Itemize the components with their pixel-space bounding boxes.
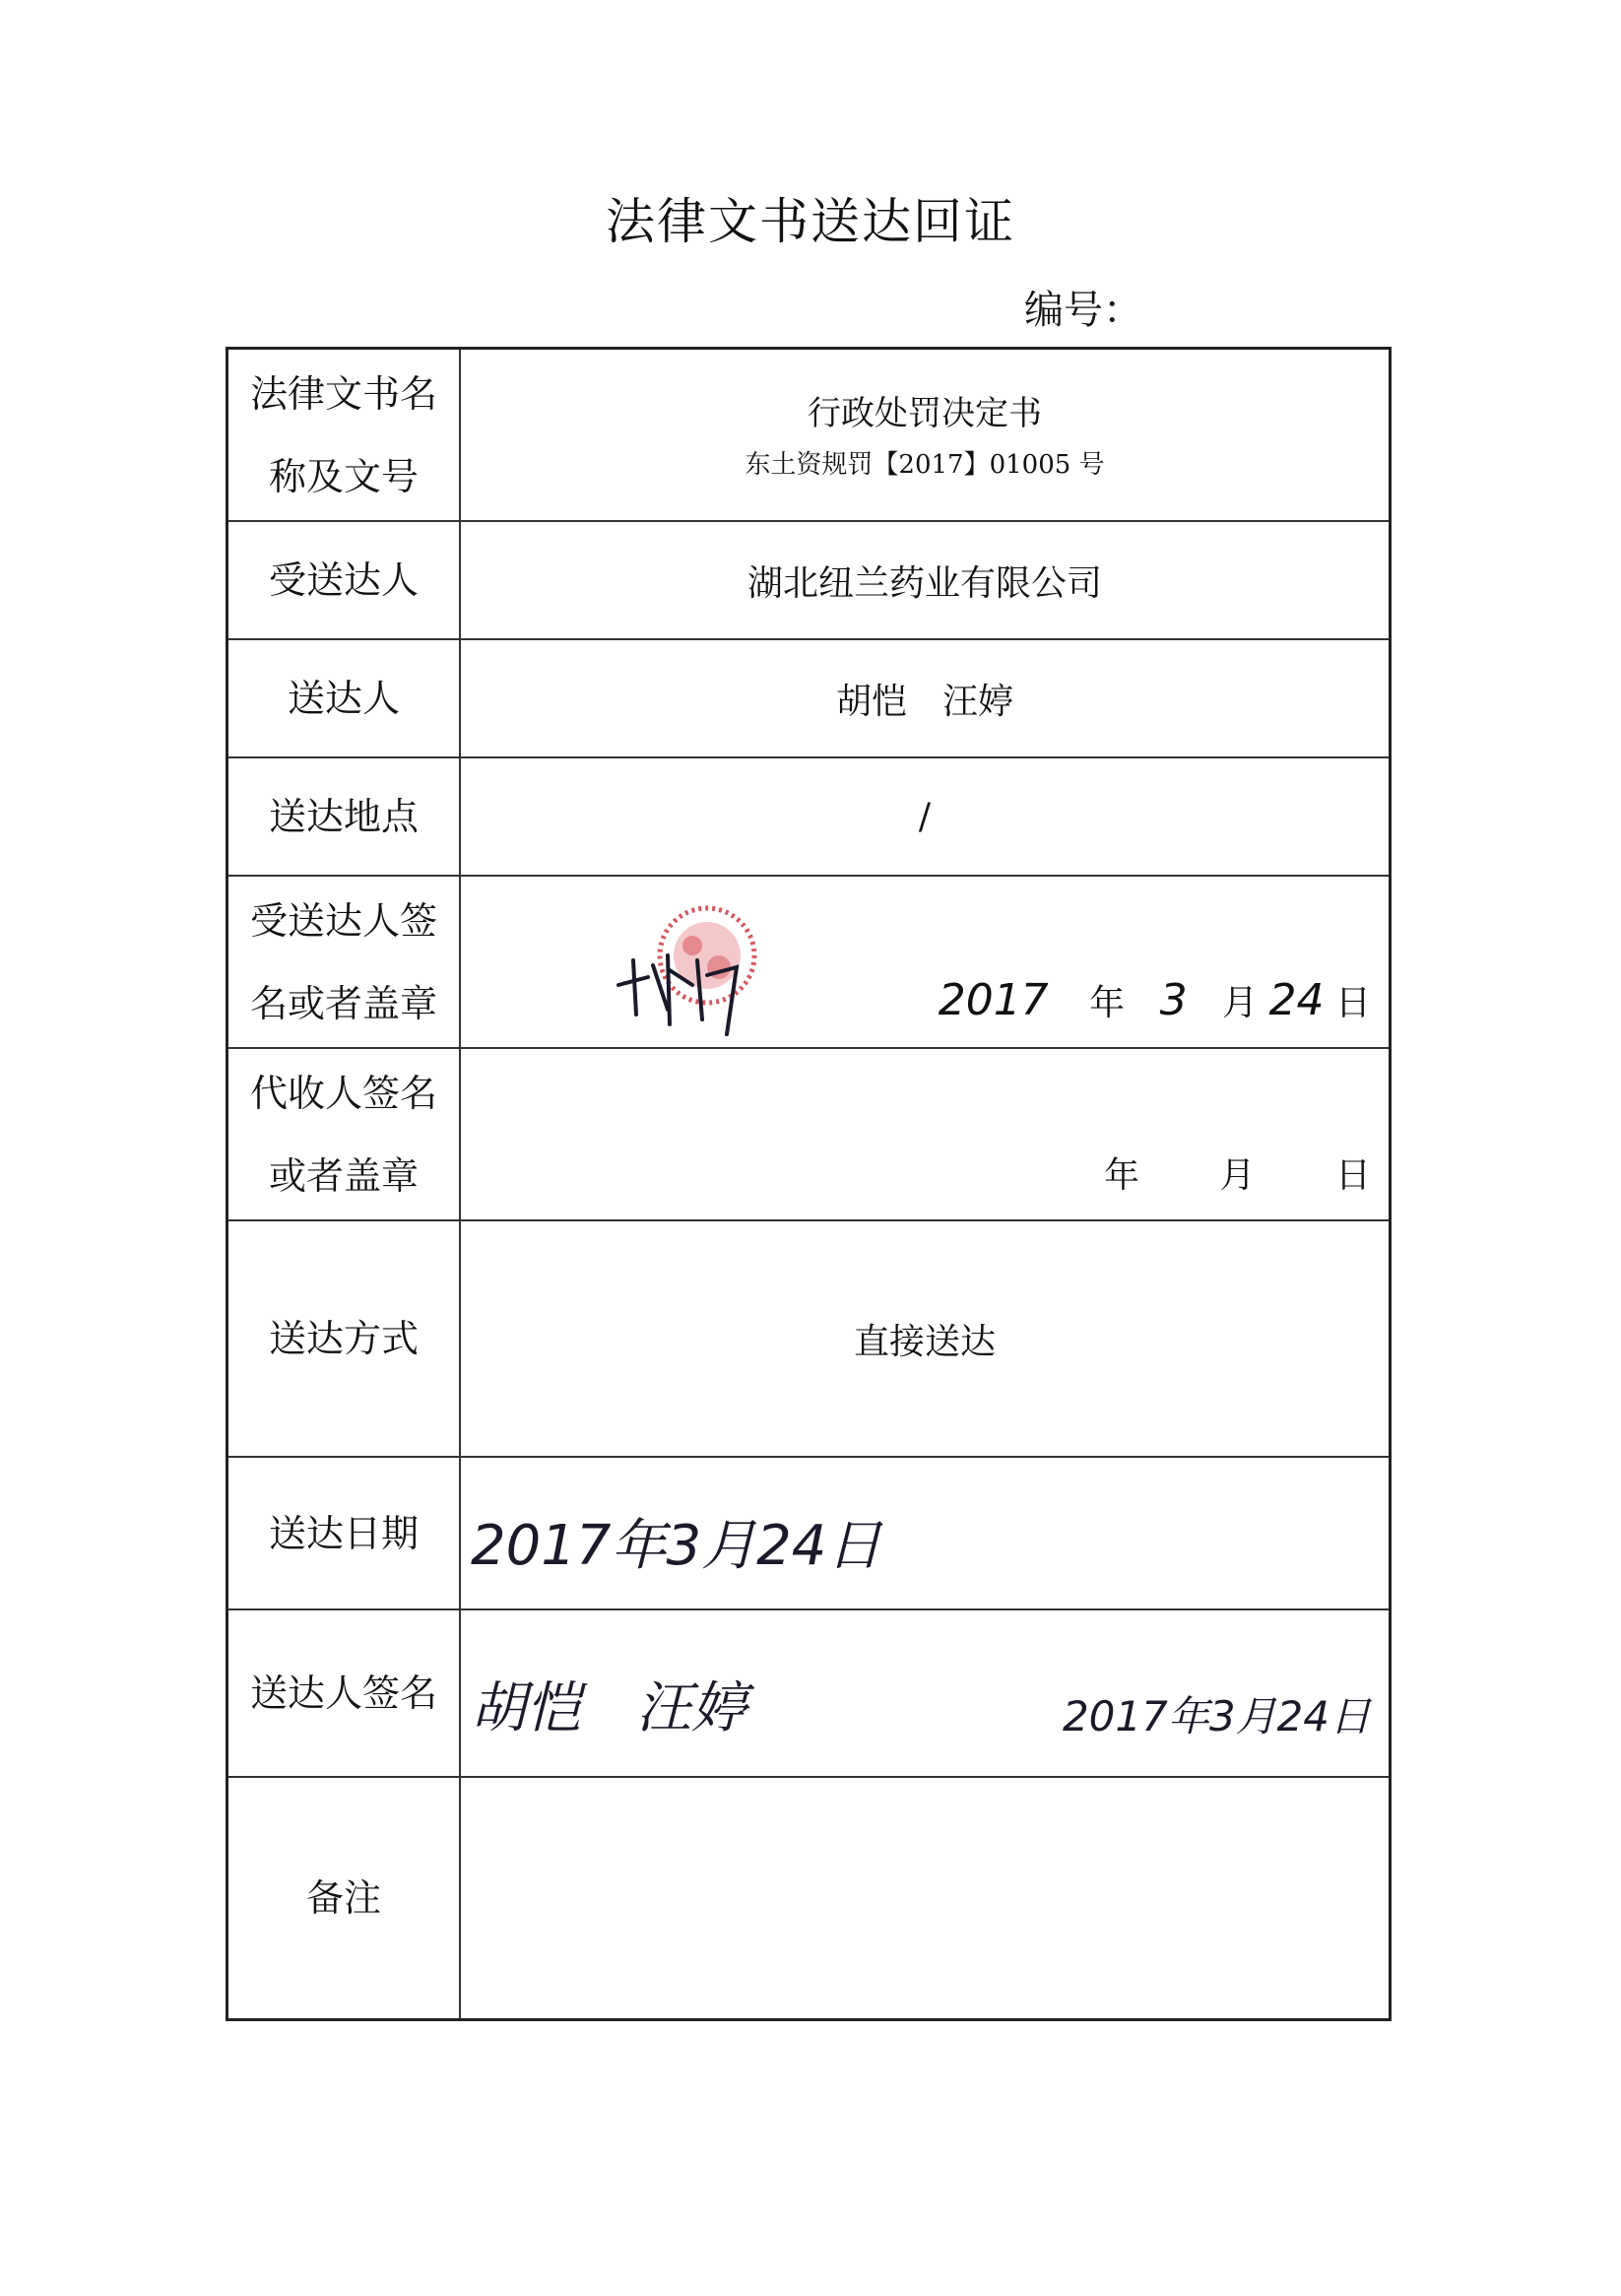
handwritten-year: 2017 [938,975,1049,1025]
year-unit: 年 [1089,983,1126,1023]
recipient-label: 受送达人 [228,522,461,638]
month-unit: 月 [1222,983,1259,1023]
remarks-value [461,1778,1389,2018]
recipient-signature-date [939,975,1371,1025]
server-label: 送达人 [228,640,461,756]
row-place [228,758,1389,877]
server-signature-label: 送达人签名 [228,1610,461,1776]
delivery-method-value: 直接送达 [853,1321,996,1362]
label-line: 法律文书名 [249,371,437,416]
handwritten-delivery-date: 2017年3月24日 [471,1514,882,1578]
place-value: / [918,796,932,837]
document-name-value [461,350,1389,520]
server-value: 胡恺 汪婷 [835,681,1013,722]
proxy-signature-value [461,1049,1389,1219]
label-line: 名或者盖章 [249,981,437,1025]
row-recipient [228,522,1389,640]
row-document-name [228,350,1389,522]
recipient-handwritten-signature [609,916,766,1044]
day-unit: 日 [1334,1155,1371,1196]
row-delivery-method [228,1221,1389,1458]
label-line: 称及文号 [268,454,419,498]
recipient-value: 湖北纽兰药业有限公司 [746,562,1102,604]
row-server-signature [228,1610,1389,1778]
handwritten-month: 3 [1159,975,1188,1025]
document-name: 行政处罚决定书 [808,393,1042,433]
remarks-label: 备注 [228,1778,461,2018]
proxy-signature-label [228,1049,461,1219]
month-unit: 月 [1219,1155,1256,1196]
year-unit: 年 [1104,1155,1140,1196]
delivery-method-label: 送达方式 [228,1221,461,1456]
recipient-signature-label [228,877,461,1047]
label-line: 代收人签名 [249,1071,437,1115]
label-line: 或者盖章 [268,1153,419,1198]
handwritten-server-date: 2017年3月24日 [1062,1692,1371,1740]
row-remarks [228,1778,1389,2018]
label-line: 受送达人签 [249,898,437,943]
row-server [228,640,1389,758]
proxy-signature-date [1104,1148,1371,1198]
recipient-signature-value [461,877,1389,1047]
row-recipient-signature [228,877,1389,1049]
document-name-label [228,350,461,520]
place-label: 送达地点 [228,758,461,875]
server-signature-value [461,1610,1389,1776]
handwritten-server-signatures: 胡恺 汪婷 [471,1676,746,1740]
delivery-date-label: 送达日期 [228,1458,461,1608]
serial-number-label: 编号： [1024,288,1142,333]
delivery-date-value [461,1458,1389,1608]
handwritten-day: 24 [1268,975,1325,1025]
row-delivery-date [228,1458,1389,1610]
row-proxy-signature [228,1049,1389,1221]
document-number: 东土资规罚【2017】01005 号 [745,449,1105,480]
day-unit: 日 [1334,983,1371,1023]
document-title: 法律文书送达回证 [606,193,1015,250]
service-receipt-form [226,347,1392,2021]
